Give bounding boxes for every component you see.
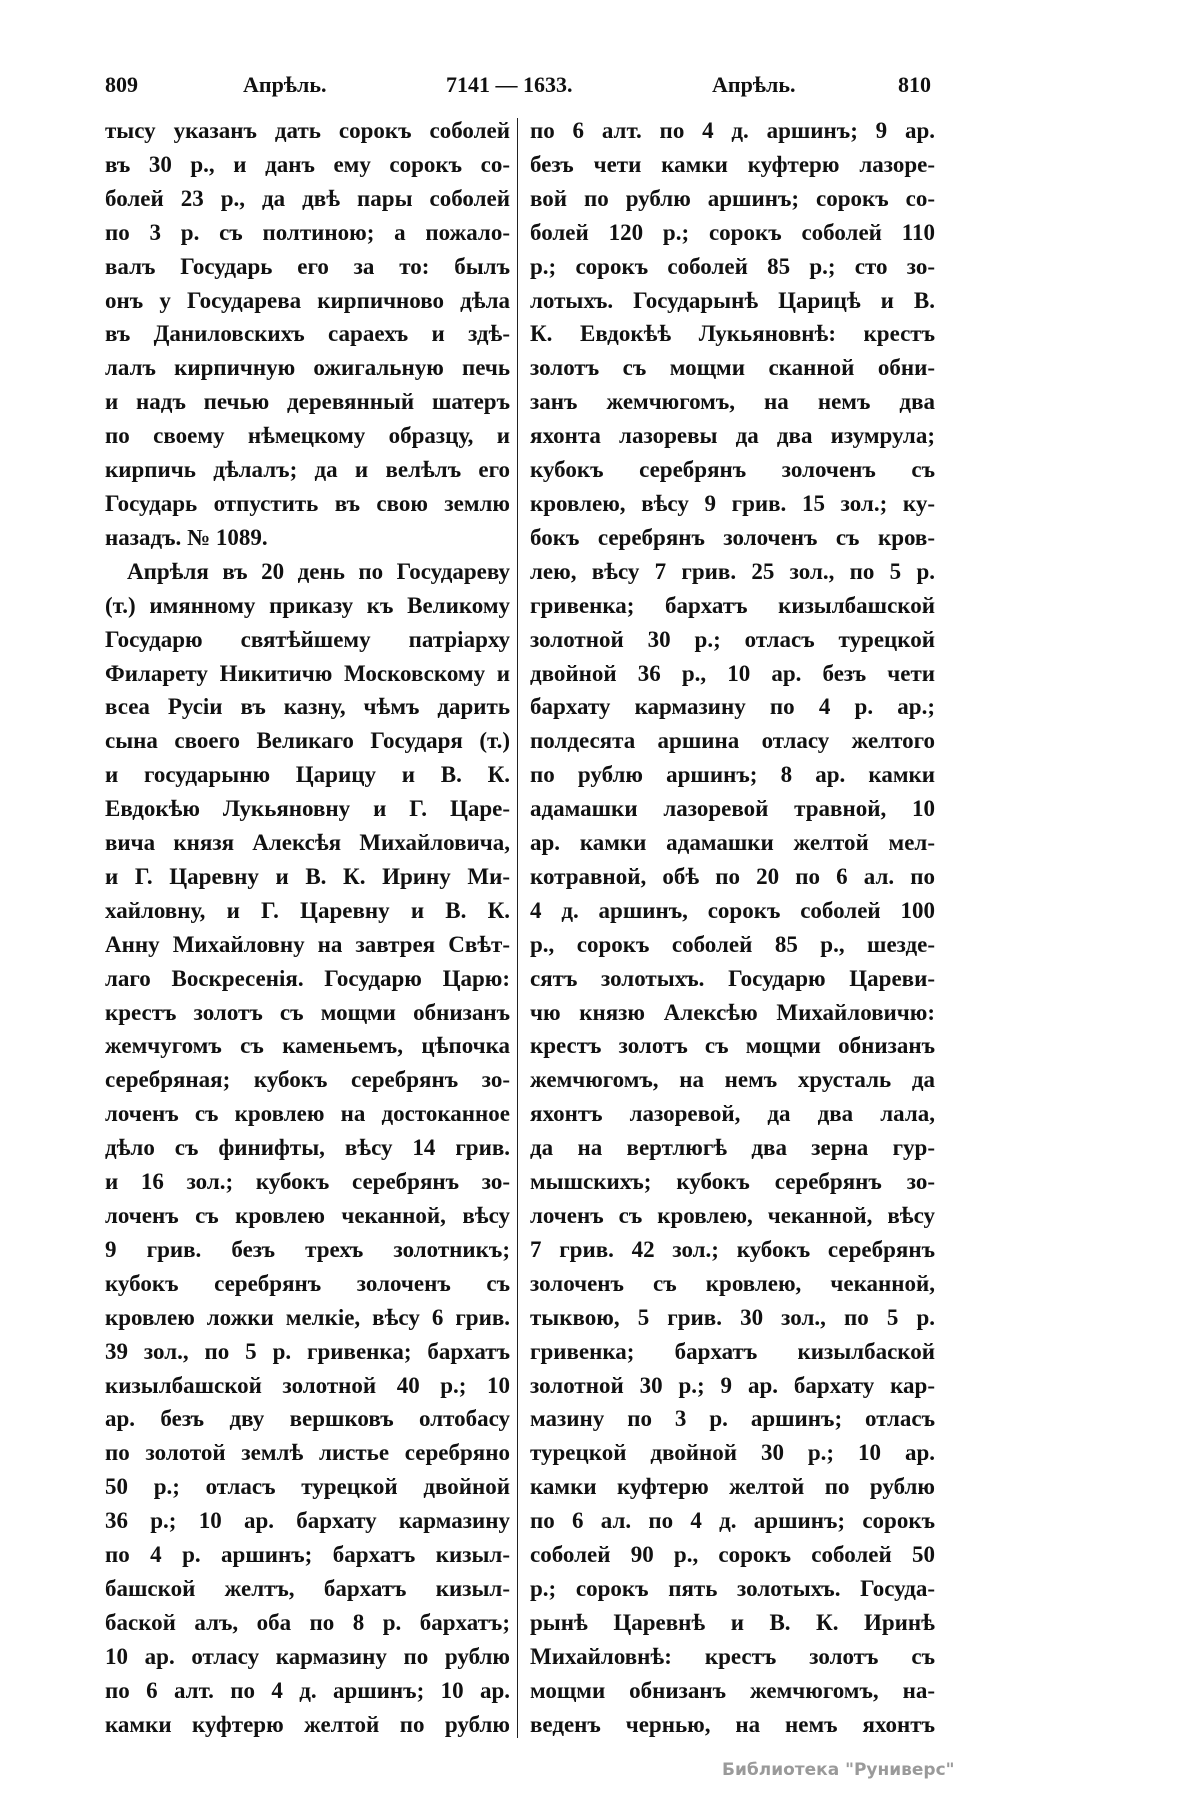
text-line: жемчугомъ съ каменьемъ, цѣпочка [105, 1033, 510, 1059]
text-line: золотной 30 р.; 9 ар. бархату кар- [530, 1372, 935, 1398]
text-line: Государю святѣйшему патріарху [105, 626, 510, 652]
text-line: кизылбашской золотной 40 р.; 10 [105, 1372, 510, 1398]
text-line: кубокъ серебрянъ золоченъ съ [530, 457, 935, 483]
text-line: соболей 90 р., сорокъ соболей 50 [530, 1542, 935, 1568]
text-line: кровлею ложки мелкіе, вѣсу 6 грив. [105, 1304, 510, 1330]
text-line: вича князя Алексѣя Михайловича, [105, 830, 510, 856]
text-line: лотыхъ. Государынѣ Царицѣ и В. [530, 287, 935, 313]
text-line: чю князю Алексѣю Михайловичю: [530, 999, 935, 1025]
text-line: кровлею, вѣсу 9 грив. 15 зол.; ку- [530, 490, 935, 516]
text-line: Евдокѣю Лукьяновну и Г. Царе- [105, 796, 510, 822]
left-running-head: Апрѣль. [243, 72, 327, 97]
text-line: 7 грив. 42 зол.; кубокъ серебрянъ [530, 1236, 935, 1262]
text-line: безъ чети камки куфтерю лазоре- [530, 151, 935, 177]
text-line: лоченъ съ кровлею, чеканной, вѣсу [530, 1203, 935, 1228]
text-line: 10 ар. отласу кармазину по рублю [105, 1643, 510, 1669]
text-line: лаго Воскресенія. Государю Царю: [105, 965, 510, 991]
text-line: ар. камки адамашки желтой мел- [530, 830, 935, 856]
text-line: веденъ чернью, на немъ яхонтъ [530, 1711, 935, 1737]
text-line: сятъ золотыхъ. Государю Цареви- [530, 965, 935, 991]
text-line: лею, вѣсу 7 грив. 25 зол., по 5 р. [530, 558, 935, 584]
text-line: серебряная; кубокъ серебрянъ зо- [105, 1067, 510, 1093]
text-line: по 3 р. съ полтиною; а пожало- [105, 219, 510, 245]
text-line: Апрѣля въ 20 день по Государеву [127, 558, 510, 584]
text-line: занъ жемчюгомъ, на немъ два [530, 389, 935, 415]
text-line: лоченъ съ кровлею на достоканное [105, 1101, 510, 1127]
text-line: по 4 р. аршинъ; бархатъ кизыл- [105, 1542, 510, 1568]
text-line: баской алъ, оба по 8 р. бархатъ; [105, 1609, 510, 1635]
text-line: двойной 36 р., 10 ар. безъ чети [530, 660, 935, 686]
left-text-column [105, 114, 510, 1742]
text-line: мышскихъ; кубокъ серебрянъ зо- [530, 1169, 935, 1195]
text-line: Государь отпустить въ свою землю [105, 490, 510, 516]
text-line: адамашки лазоревой травной, 10 [530, 796, 935, 822]
text-line: камки куфтерю желтой по рублю [105, 1711, 510, 1737]
text-line: башской желтъ, бархатъ кизыл- [105, 1575, 510, 1601]
text-line: всеа Русіи въ казну, чѣмъ дарить [105, 694, 510, 720]
text-line: въ 30 р., и данъ ему сорокъ со- [105, 151, 510, 177]
text-line: болей 23 р., да двѣ пары соболей [105, 185, 510, 211]
text-line: гривенка; бархатъ кизылбаской [530, 1338, 935, 1364]
text-line: золотной 30 р.; отласъ турецкой [530, 626, 935, 652]
text-line: тысу указанъ дать сорокъ соболей [105, 118, 510, 143]
text-line: дѣло съ финифты, вѣсу 14 грив. [105, 1135, 510, 1161]
text-line: мощми обнизанъ жемчюгомъ, на- [530, 1677, 935, 1703]
text-line: и государыню Царицу и В. К. [105, 762, 510, 788]
text-line: яхонта лазоревы да два изумрула; [530, 423, 935, 449]
text-line: р., сорокъ соболей 85 р., шезде- [530, 931, 935, 957]
text-line: по 6 ал. по 4 д. аршинъ; сорокъ [530, 1508, 935, 1534]
text-line: котравной, обѣ по 20 по 6 ал. по [530, 863, 935, 889]
text-line: ар. безъ дву вершковъ олтобасу [105, 1406, 510, 1432]
text-line: лоченъ съ кровлею чеканной, вѣсу [105, 1203, 510, 1228]
text-line: золотъ съ мощми сканной обни- [530, 355, 935, 381]
text-line: тыквою, 5 грив. 30 зол., по 5 р. [530, 1304, 935, 1330]
text-line: гривенка; бархатъ кизылбашской [530, 592, 935, 618]
text-line: бархату кармазину по 4 р. ар.; [530, 694, 935, 720]
text-line: р.; сорокъ соболей 85 р.; сто зо- [530, 253, 935, 279]
text-line: 50 р.; отласъ турецкой двойной [105, 1474, 510, 1500]
text-line: Филарету Никитичю Московскому и [105, 660, 510, 686]
text-line: 9 грив. безъ трехъ золотникъ; [105, 1236, 510, 1262]
text-line: назадъ. № 1089. [105, 524, 268, 550]
text-line: онъ у Государева кирпичново дѣла [105, 287, 510, 313]
text-line: въ Даниловскихъ сараехъ и здѣ- [105, 321, 510, 347]
right-page-number: 810 [898, 72, 931, 97]
text-line: по 6 алт. по 4 д. аршинъ; 10 ар. [105, 1677, 510, 1703]
text-line: полдесята аршина отласу желтого [530, 728, 935, 754]
text-line: рынѣ Царевнѣ и В. К. Иринѣ [530, 1609, 935, 1635]
text-line: турецкой двойной 30 р.; 10 ар. [530, 1440, 935, 1466]
text-line: К. Евдокѣѣ Лукьяновнѣ: крестъ [530, 321, 935, 347]
running-head-years: 7141 — 1633. [446, 72, 573, 97]
text-line: лалъ кирпичную ожигальную печь [105, 355, 510, 381]
text-line: вой по рублю аршинъ; сорокъ со- [530, 185, 935, 211]
text-line: бокъ серебрянъ золоченъ съ кров- [530, 524, 935, 550]
text-line: мазину по 3 р. аршинъ; отласъ [530, 1406, 935, 1432]
text-line: болей 120 р.; сорокъ соболей 110 [530, 219, 935, 245]
text-line: 39 зол., по 5 р. гривенка; бархатъ [105, 1338, 510, 1364]
text-line: яхонтъ лазоревой, да два лала, [530, 1101, 935, 1127]
text-line: кирпичь дѣлалъ; да и велѣлъ его [105, 457, 510, 483]
text-line: хайловну, и Г. Царевну и В. К. [105, 897, 510, 923]
text-line: и 16 зол.; кубокъ серебрянъ зо- [105, 1169, 510, 1195]
text-line: Анну Михайловну на завтрея Свѣт- [105, 931, 510, 957]
right-text-column [530, 114, 935, 1742]
left-page-number: 809 [105, 72, 138, 97]
text-line: крестъ золотъ съ мощми обнизанъ [105, 999, 510, 1025]
text-line: (т.) имянному приказу къ Великому [105, 592, 510, 618]
right-running-head: Апрѣль. [712, 72, 796, 97]
text-line: по золотой землѣ листье серебряно [105, 1440, 510, 1466]
library-watermark: Библиотека "Руниверс" [722, 1760, 955, 1780]
text-line: крестъ золотъ съ мощми обнизанъ [530, 1033, 935, 1059]
text-line: по 6 алт. по 4 д. аршинъ; 9 ар. [530, 118, 935, 143]
text-line: камки куфтерю желтой по рублю [530, 1474, 935, 1500]
text-line: кубокъ серебрянъ золоченъ съ [105, 1270, 510, 1296]
text-line: 4 д. аршинъ, сорокъ соболей 100 [530, 897, 935, 923]
text-line: и надъ печью деревянный шатеръ [105, 389, 510, 415]
text-line: валъ Государь его за то: былъ [105, 253, 510, 279]
text-line: Михайловнѣ: крестъ золотъ съ [530, 1643, 935, 1669]
text-line: р.; сорокъ пять золотыхъ. Госуда- [530, 1575, 935, 1601]
text-line: сына своего Великаго Государя (т.) [105, 728, 510, 754]
column-divider [517, 118, 518, 1738]
text-line: да на вертлюгѣ два зерна гур- [530, 1135, 935, 1161]
text-line: по своему нѣмецкому образцу, и [105, 423, 510, 449]
text-line: золоченъ съ кровлею, чеканной, [530, 1270, 935, 1296]
text-line: и Г. Царевну и В. К. Ирину Ми- [105, 863, 510, 889]
text-line: жемчюгомъ, на немъ хрусталь да [530, 1067, 935, 1093]
text-line: 36 р.; 10 ар. бархату кармазину [105, 1508, 510, 1534]
text-line: по рублю аршинъ; 8 ар. камки [530, 762, 935, 788]
